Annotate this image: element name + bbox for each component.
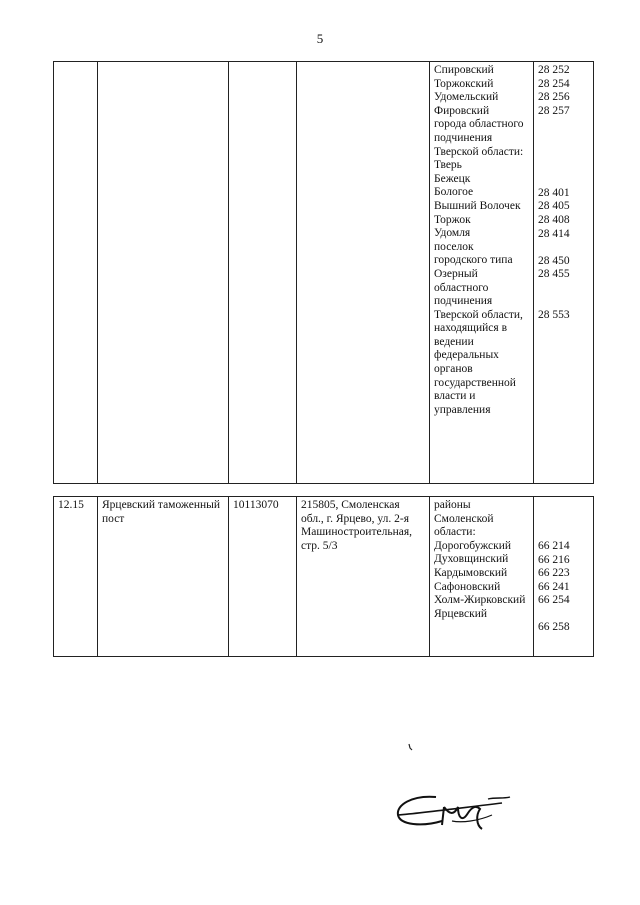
table-row: [54, 62, 594, 484]
cell-code: [229, 62, 297, 484]
area-entry: районы Смоленской области:: [434, 499, 494, 539]
area-entry: Удомля: [434, 227, 471, 240]
okato-code: 66 216: [538, 553, 570, 566]
handwritten-signature: [392, 785, 522, 835]
page-number: 5: [316, 31, 324, 46]
area-entry: Тверь: [434, 159, 462, 172]
area-entry: Удомельский: [434, 91, 499, 104]
okato-code: 28 455: [538, 268, 570, 281]
cell-okato: [534, 497, 594, 657]
cell-number: 12.15: [54, 497, 98, 657]
area-entry: Озерный областного подчинения Тверской области, находящийся в ведении федеральных органов государственной власти и управления: [434, 267, 523, 416]
area-entry: Кардымовский: [434, 566, 508, 579]
cell-number: [54, 62, 98, 484]
cell-code: 10113070: [229, 497, 297, 657]
cell-area: [430, 62, 534, 484]
area-entry: Бологое: [434, 186, 474, 199]
okato-code: 66 241: [538, 580, 570, 593]
cell-name: [98, 62, 229, 484]
okato-code: 28 254: [538, 77, 570, 90]
okato-code: 28 450: [538, 254, 570, 267]
area-entry: Сафоновский: [434, 580, 501, 593]
okato-code: 28 401: [538, 186, 570, 199]
cell-address: 215805, Смоленская обл., г. Ярцево, ул. 2-я Машиностроительная, стр. 5/3: [297, 497, 430, 657]
table-customs-post: [53, 496, 594, 657]
ink-mark: [407, 742, 415, 752]
okato-code: 28 553: [538, 309, 570, 322]
area-entry: Торжок: [434, 213, 471, 226]
area-entry: Ярцевский: [434, 607, 488, 620]
cell-area: [430, 497, 534, 657]
okato-code: 28 257: [538, 104, 570, 117]
okato-code: 28 408: [538, 213, 570, 226]
area-entry: Спировский: [434, 64, 494, 76]
okato-code: 28 405: [538, 200, 570, 213]
area-entry: Холм-Жирковский: [434, 594, 526, 607]
area-entry: Вышний Волочек: [434, 199, 521, 212]
area-entry: Бежецк: [434, 172, 471, 185]
area-entry: города областного подчинения Тверской области:: [434, 118, 524, 158]
area-entry: Дорогобужский: [434, 539, 512, 552]
okato-code: 28 252: [538, 64, 570, 76]
okato-code: 66 214: [538, 540, 570, 552]
area-entry: Духовщинский: [434, 553, 509, 566]
okato-code: 28 414: [538, 227, 570, 240]
okato-code: 28 256: [538, 91, 570, 104]
table-continuation: [53, 61, 594, 484]
cell-name: Ярцевский таможенный пост: [98, 497, 229, 657]
cell-okato: [534, 62, 594, 484]
area-entry: Фировский: [434, 104, 490, 117]
okato-code: [538, 499, 589, 540]
okato-code: 66 223: [538, 567, 570, 580]
cell-address: [297, 62, 430, 484]
area-entry: Торжокский: [434, 77, 494, 90]
okato-code: 66 258: [538, 621, 570, 634]
table-row: [54, 497, 594, 657]
okato-code: 66 254: [538, 594, 570, 607]
area-entry: поселок городского типа: [434, 240, 513, 267]
